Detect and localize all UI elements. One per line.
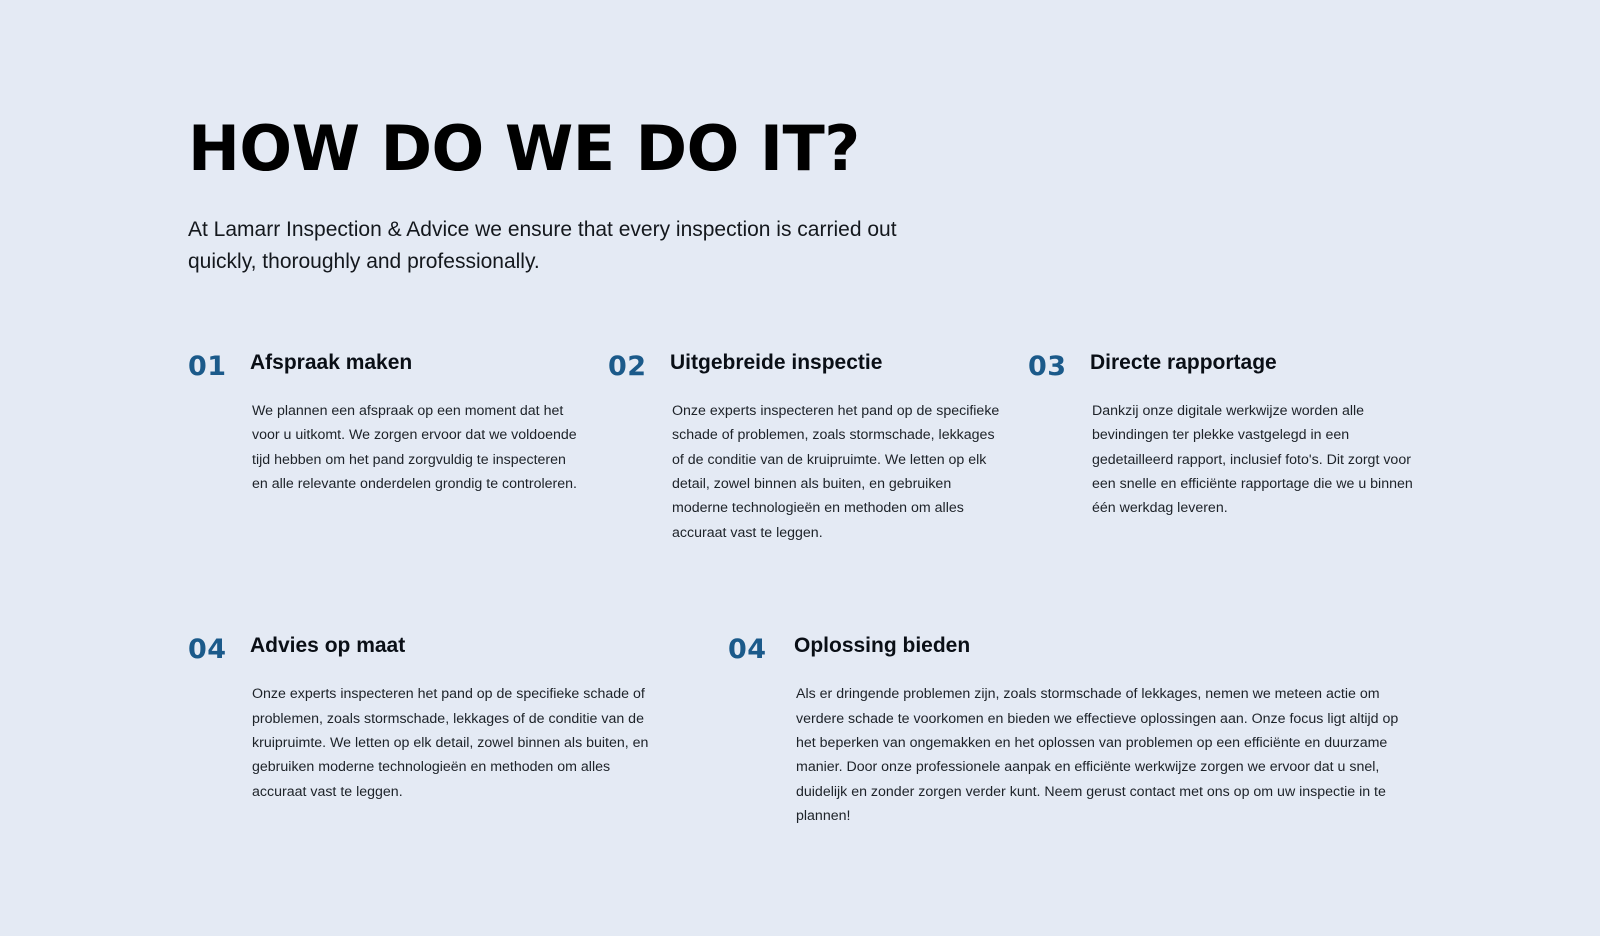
step-content (1090, 350, 1448, 521)
step-title: Afspraak maken (250, 350, 413, 374)
step-content (794, 633, 1408, 828)
step-item-01 (188, 350, 608, 545)
step-title: Directe rapportage (1090, 350, 1277, 374)
step-content (670, 350, 1028, 545)
step-content (250, 350, 608, 497)
step-item-03 (1028, 350, 1448, 545)
step-number: 04 (728, 634, 767, 666)
page-title: HOW DO WE DO IT? (188, 112, 860, 185)
step-item-04-advies (188, 633, 728, 828)
step-description: Als er dringende problemen zijn, zoals stormschade of lekkages, nemen we meteen actie om verdere schade te voorkomen en bieden we effectieve oplossingen aan. Onze focus ligt altijd op het beperken van ongemakken en het oplossen van problemen op een efficiënte en duurzame manier. Door onze professionele aanpak en efficiënte werkwijze zorgen we ervoor dat u snel, duidelijk en zonder zorgen verder kunt. Neem gerust contact met ons op om uw inspectie in te plannen! (796, 686, 1399, 825)
step-number: 04 (188, 634, 227, 666)
step-description: Dankzij onze digitale werkwijze worden alle bevindingen ter plekke vastgelegd in een gedetailleerd rapport, inclusief foto's. Dit zorgt voor een snelle en efficiënte rapportage die we u binnen één werkdag leveren. (1092, 402, 1413, 517)
steps-row-top (188, 350, 1600, 545)
step-title: Uitgebreide inspectie (670, 350, 883, 374)
step-description: Onze experts inspecteren het pand op de specifieke schade of problemen, zoals stormschade, lekkages of de conditie van de kruipruimte. We letten op elk detail, zowel binnen als buiten, en gebruiken moderne technologieën en methoden om alles accuraat vast te leggen. (252, 686, 649, 800)
step-description: We plannen een afspraak op een moment dat het voor u uitkomt. We zorgen ervoor dat we voldoende tijd hebben om het pand zorgvuldig te inspecteren en alle relevante onderdelen grondig te controleren. (252, 402, 577, 492)
step-number: 03 (1028, 350, 1067, 382)
step-number: 02 (608, 350, 647, 382)
step-title: Advies op maat (250, 634, 406, 658)
step-item-02 (608, 350, 1028, 545)
page-subtitle: At Lamarr Inspection & Advice we ensure that every inspection is carried out quickly, thoroughly and professionally. (188, 218, 897, 273)
steps-row-bottom (188, 633, 1600, 828)
step-item-04-oplossing (728, 633, 1408, 828)
step-description: Onze experts inspecteren het pand op de specifieke schade of problemen, zoals stormschade, lekkages of de conditie van de kruipruimte. We letten op elk detail, zowel binnen als buiten, en gebruiken moderne technologieën en methoden om alles accuraat vast te leggen. (672, 402, 1000, 541)
step-title: Oplossing bieden (794, 634, 971, 658)
step-number: 01 (188, 350, 227, 382)
step-content (250, 633, 728, 804)
